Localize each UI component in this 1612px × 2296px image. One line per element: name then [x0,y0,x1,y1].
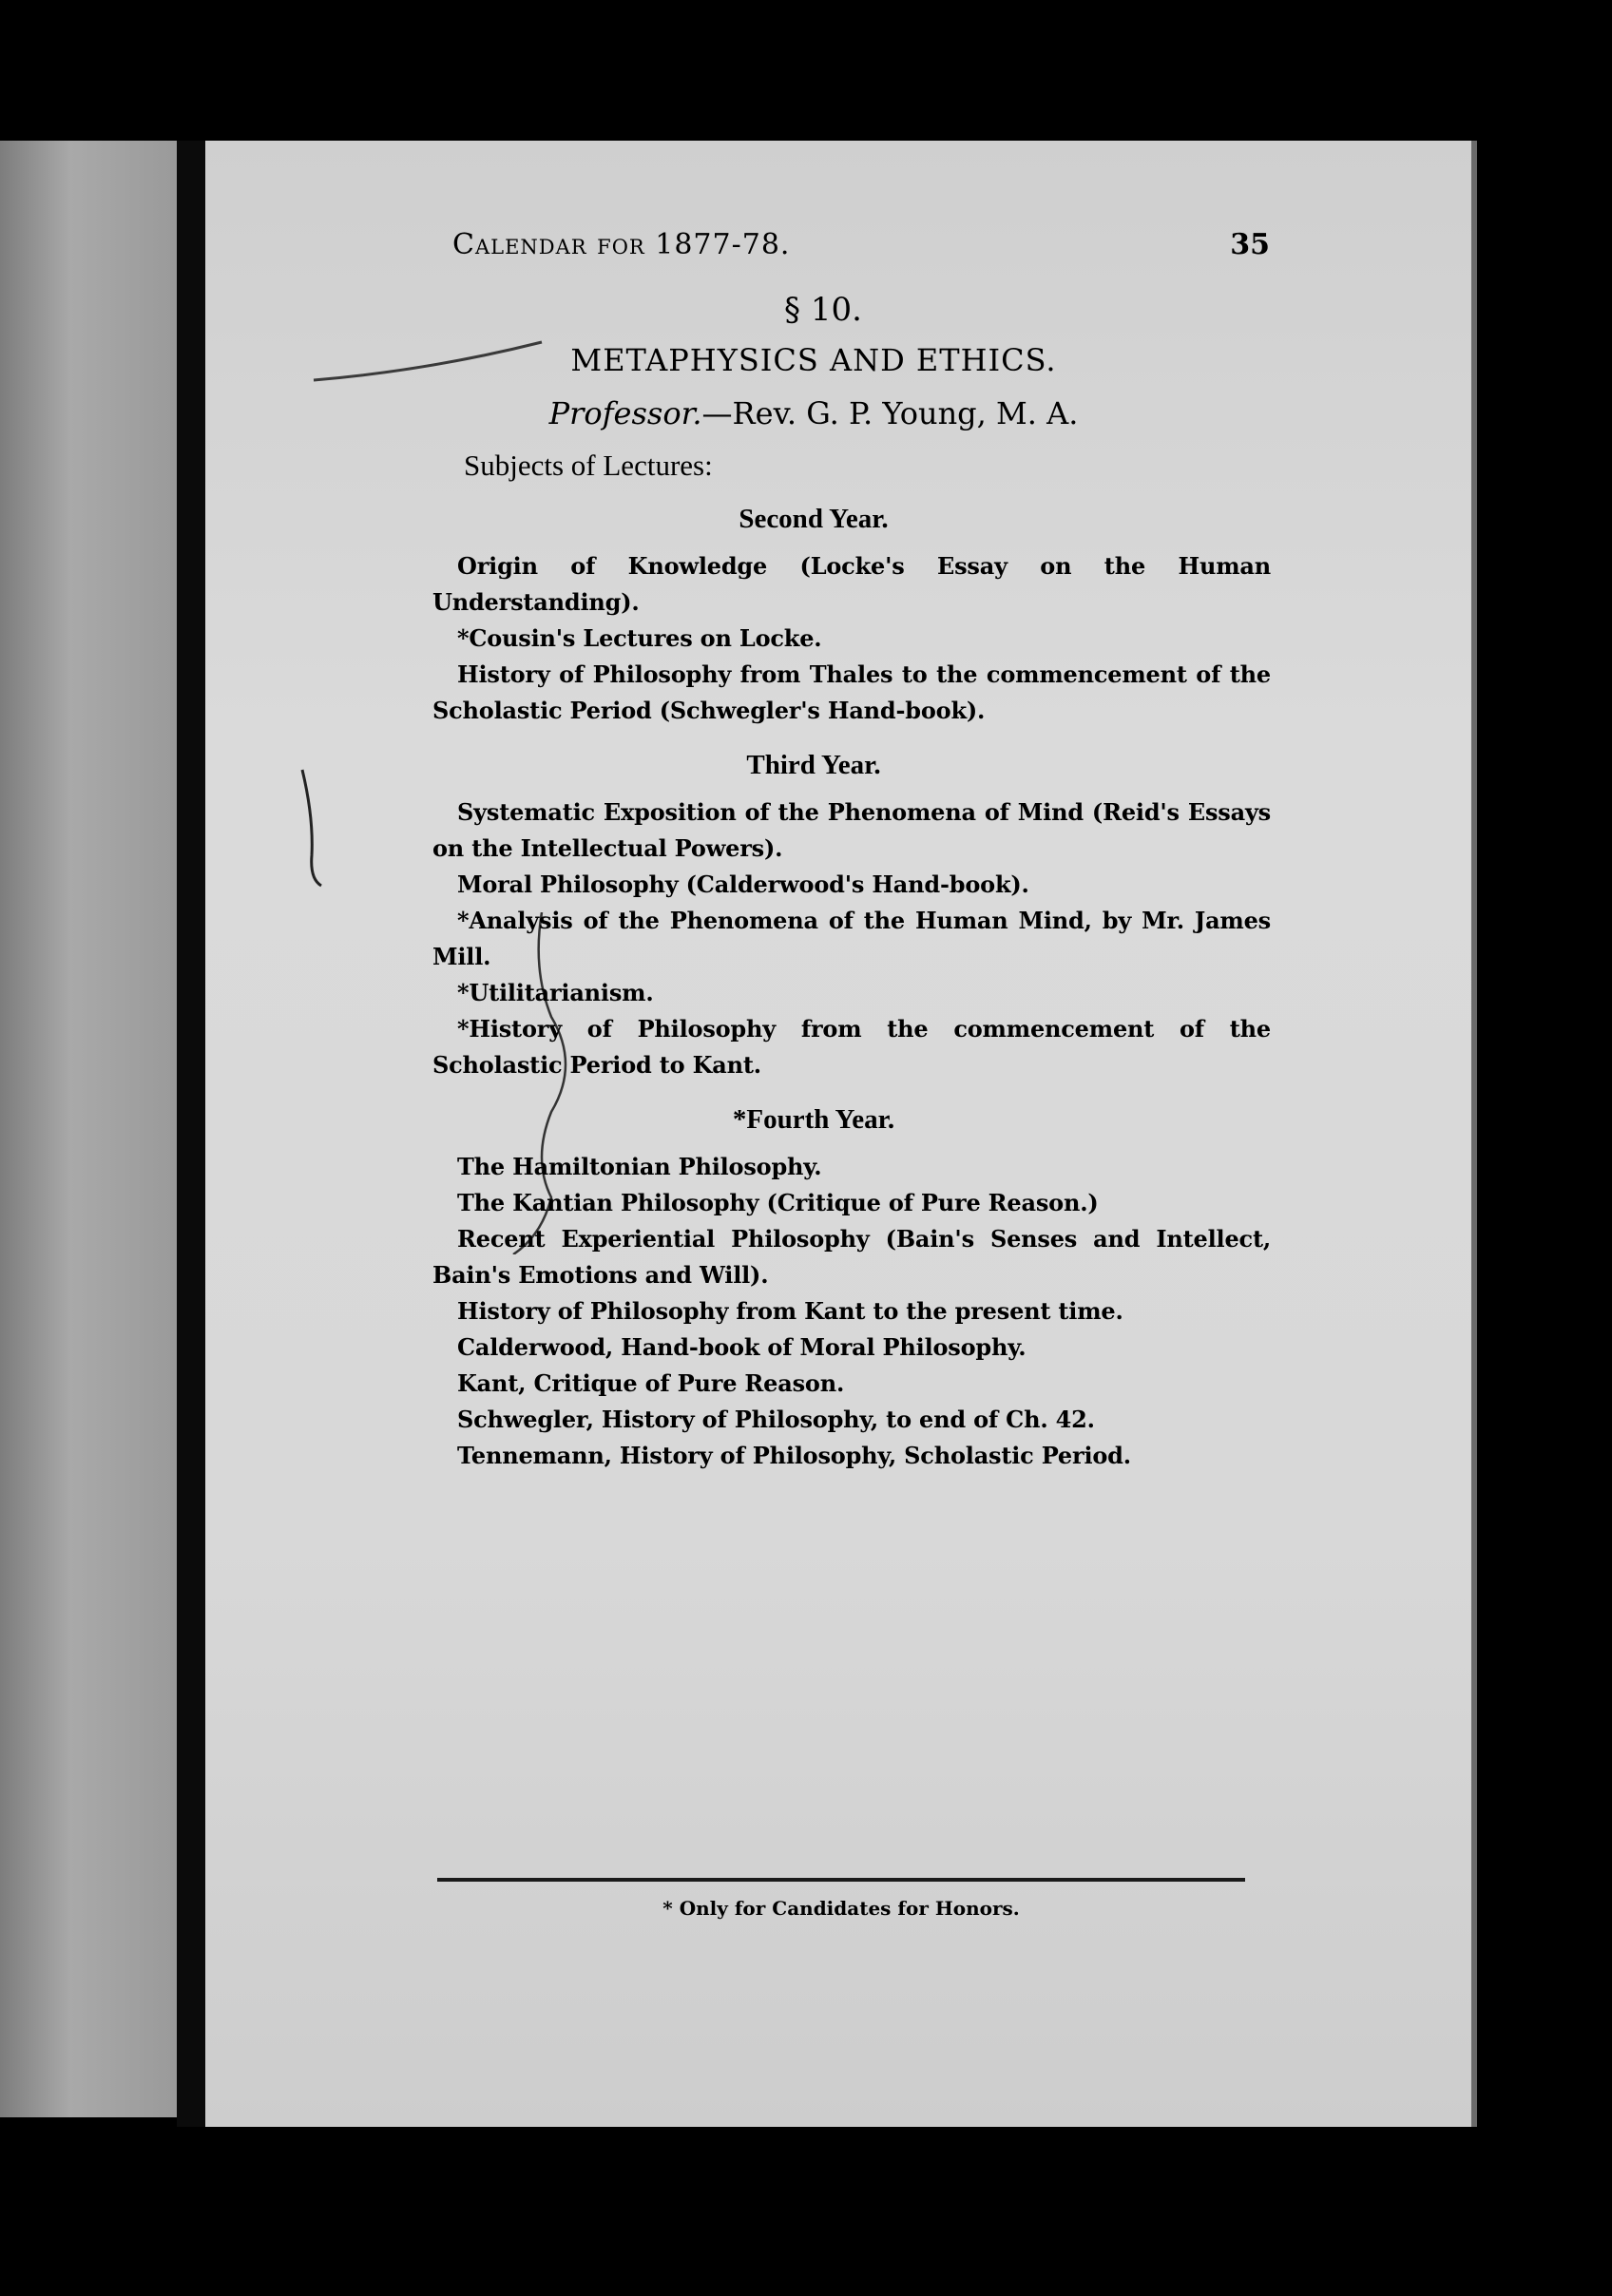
footnote-rule [437,1878,1245,1882]
list-item: History of Philosophy from Thales to the commencement of the Scholastic Period (Schwegler's Hand-book). [432,660,1271,724]
list-item: The Hamiltonian Philosophy. [457,1153,822,1180]
list-item: Schwegler, History of Philosophy, to end of Ch. 42. [457,1406,1095,1433]
running-title: Calendar for 1877-78. [452,228,791,261]
list-item: *Analysis of the Phenomena of the Human Mind, by Mr. James Mill. [432,907,1271,970]
fourth-year-entries [432,1149,1271,1474]
section-title: METAPHYSICS AND ETHICS. [570,342,1057,378]
third-year-entries [432,794,1271,1083]
list-item: The Kantian Philosophy (Critique of Pure Reason.) [457,1189,1099,1216]
page-number: 35 [1230,228,1270,261]
fourth-year-heading: *Fourth Year. [732,1104,895,1135]
list-item: Calderwood, Hand-book of Moral Philosophy. [457,1333,1027,1361]
list-item: Systematic Exposition of the Phenomena of Mind (Reid's Essays on the Intellectual Powers). [432,798,1271,862]
professor-name: —Rev. G. P. Young, M. A. [701,395,1079,431]
list-item: Tennemann, History of Philosophy, Scholastic Period. [457,1442,1131,1469]
professor-line [386,395,1241,431]
second-year-heading: Second Year. [739,504,889,534]
list-item: History of Philosophy from Kant to the present time. [457,1297,1123,1325]
list-item: Kant, Critique of Pure Reason. [457,1369,845,1397]
book-gutter [177,141,205,2127]
second-year-entries [432,548,1271,729]
page-edge-shadow [1471,141,1477,2127]
list-item: Origin of Knowledge (Locke's Essay on the Human Understanding). [432,552,1271,616]
list-item: *Utilitarianism. [457,979,654,1006]
professor-role: Professor. [548,395,702,431]
list-item: *History of Philosophy from the commencement of the Scholastic Period to Kant. [432,1015,1271,1079]
third-year-heading: Third Year. [746,750,881,780]
list-item: *Cousin's Lectures on Locke. [457,624,822,652]
facing-page-edge [0,141,177,2117]
footnote: * Only for Candidates for Honors. [662,1897,1020,1920]
page-text [224,228,1270,1474]
running-head [224,228,1270,285]
section-number: § 10. [784,291,862,329]
list-item: Recent Experiential Philosophy (Bain's Senses and Intellect, Bain's Emotions and Will). [432,1225,1271,1289]
subjects-heading: Subjects of Lectures: [464,449,713,482]
list-item: Moral Philosophy (Calderwood's Hand-book). [457,871,1029,898]
